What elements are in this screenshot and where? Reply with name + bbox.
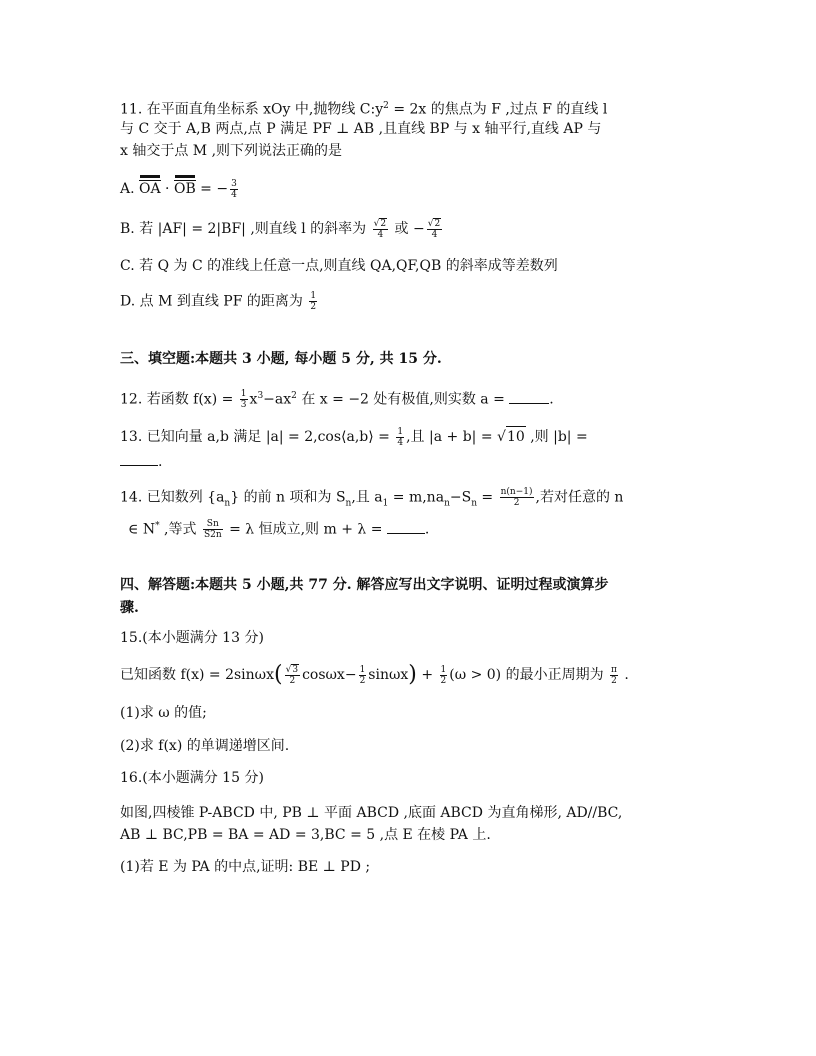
q13-line2: . [120, 452, 162, 472]
section-4-title-line1: 四、解答题:本题共 5 小题,共 77 分. 解答应写出文字说明、证明过程或演算步 [120, 577, 609, 593]
q11-option-d: D. 点 M 到直线 PF 的距离为 $\frac{1}{2}$ [120, 291, 317, 312]
q12: 12. 若函数 f(x) = $\frac{1}{3}$ $x^3-ax^2$ 在 x = −2 处有极值,则实数 a = . [120, 389, 554, 411]
q16-line2: AB ⊥ BC,PB = BA = AD = 3,BC = 5 ,点 E 在棱 PA 上. [120, 827, 491, 843]
q11-option-c: C. 若 Q 为 C 的准线上任意一点,则直线 QA,QF,QB 的斜率成等差数列 [120, 258, 558, 274]
q14-line2: ∈ N* ,等式 $\frac{Sn}{S2n}$ = λ 恒成立,则 m + λ = . [128, 519, 430, 541]
fraction-sqrt3-2: $\frac{√3}{2}$ [285, 665, 299, 686]
fraction-sqrt2-4-neg: $\frac{√2}{4}$ [427, 219, 441, 240]
fraction-1-2: $\frac{1}{2}$ [359, 664, 366, 686]
fraction-3-4: $\frac{3}{4}$ [231, 178, 237, 200]
fraction-1-2: $\frac{1}{2}$ [440, 664, 447, 686]
fraction-1-4: $\frac{1}{4}$ [397, 426, 404, 448]
q16-part1: (1)若 E 为 PA 的中点,证明: BE ⊥ PD ; [120, 859, 371, 875]
q15-statement: 已知函数 f(x) = 2sinωx( $\frac{√3}{2}$ cosωx− $\frac{1}{2}$ sinωx) + $\frac{1}{2}$ (ω > 0) 的最小正周期为 $\frac{\pi}{2}$ . [120, 662, 629, 687]
q11-line3: x 轴交于点 M ,则下列说法正确的是 [120, 143, 343, 159]
q15-part2: (2)求 f(x) 的单调递增区间. [120, 738, 290, 754]
q11-line1: 11. 在平面直角坐标系 xOy 中,抛物线 $C:y^2 = 2x$ 的焦点为 F ,过点 F 的直线 l [120, 101, 608, 118]
q16-line1: 如图,四棱锥 P-ABCD 中, PB ⊥ 平面 ABCD ,底面 ABCD 为直角梯形, AD//BC, [120, 805, 623, 821]
section-3-title: 三、填空题:本题共 3 小题, 每小题 5 分, 共 15 分. [120, 351, 442, 367]
section-4-title-line2: 骤. [120, 600, 139, 616]
q14-line1: 14. 已知数列 $\{a_n\}$ 的前 n 项和为 $S_n$,且 $a_1 = m,na_n-S_n$ = $\frac{n(n-1)}{2}$ ,若对任意的 n [120, 487, 624, 509]
vector-ob: OB [174, 175, 196, 199]
fraction-sqrt2-4: $\frac{√2}{4}$ [373, 219, 387, 240]
fraction-sn-s2n: $\frac{Sn}{S2n}$ [203, 519, 222, 541]
fraction-n-n-1-2: $\frac{n(n-1)}{2}$ [500, 487, 533, 508]
vector-oa: OA [139, 175, 161, 199]
q11-option-a: A. OA · OB = − $\frac{3}{4}$ [120, 175, 240, 200]
answer-blank [509, 391, 549, 404]
fraction-1-3: $\frac{1}{3}$ [240, 389, 247, 411]
q15-part1: (1)求 ω 的值; [120, 705, 207, 721]
fraction-pi-2: $\frac{\pi}{2}$ [611, 664, 617, 686]
answer-blank [120, 453, 158, 466]
fraction-1-2: $\frac{1}{2}$ [310, 291, 317, 312]
q11-option-b: B. 若 |AF| = 2|BF| ,则直线 l 的斜率为 $\frac{√2}{4}$ 或 − $\frac{√2}{4}$ [120, 219, 441, 240]
q11-line2: 与 C 交于 A,B 两点,点 P 满足 PF ⊥ AB ,且直线 BP 与 x 轴平行,直线 AP 与 [120, 121, 602, 137]
q13-line1: 13. 已知向量 a,b 满足 |a| = 2,cos⟨a,b⟩ = $\frac{1}{4}$ ,且 |a + b| = √10 ,则 |b| = [120, 426, 588, 448]
q16-header: 16.(本小题满分 15 分) [120, 770, 264, 786]
q15-header: 15.(本小题满分 13 分) [120, 630, 264, 646]
answer-blank [387, 521, 425, 534]
